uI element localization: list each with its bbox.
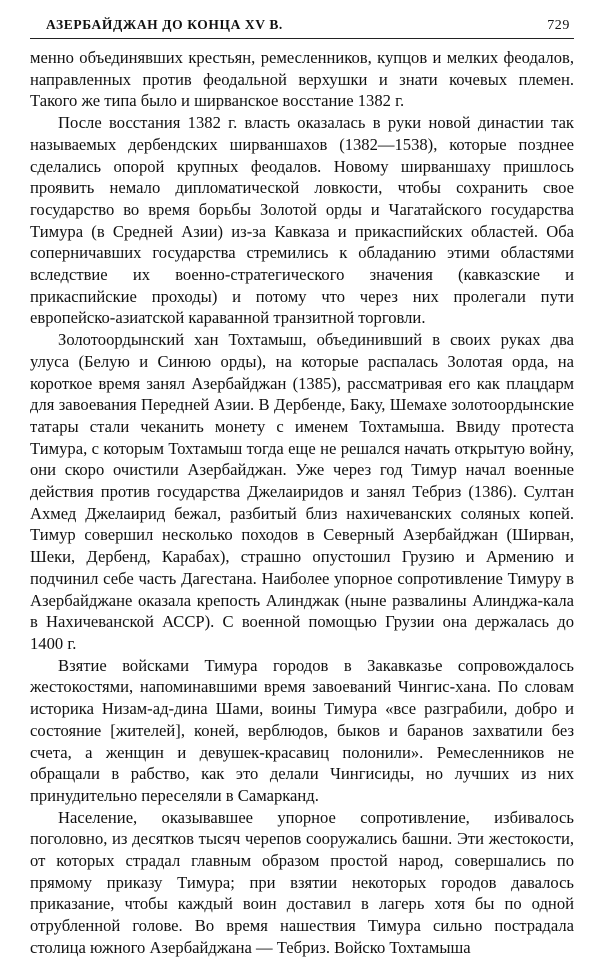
header-rule: [30, 38, 574, 39]
page-number: 729: [547, 18, 570, 33]
running-title: АЗЕРБАЙДЖАН ДО КОНЦА XV В.: [46, 17, 283, 32]
body-text: [30, 47, 574, 959]
paragraph: менно объединявших крестьян, ремесленников, купцов и мелких феодалов, направленных против феодальной верхушки и знати кочевых племен. Такого же типа было и ширванское восстание 1382 г.: [30, 48, 574, 111]
paragraph: Взятие войсками Тимура городов в Закавказье сопровождалось жестокостями, напоминавшими время завоеваний Чингис-хана. По словам историка Низам-ад-дина Шами, воины Тимура «все разграбили, добро и состояние [жителей], коней, верблюдов, быков и баранов захватили без счета, а женщин и девушек-красавиц полонили». Ремесленников не обращали в рабство, как это делали Чингисиды, но лучших из них принудительно переселяли в Самарканд.: [30, 655, 574, 805]
paragraph: Золотоордынский хан Тохтамыш, объединивший в своих руках два улуса (Белую и Синюю орды), на которые распалась Золотая орда, на короткое время занял Азербайджан (1385), рассматривая его как плацдарм для завоевания Передней Азии. В Дербенде, Баку, Шемахе золотоордынские татары стали чеканить монету с именем Тохтамыша. Ввиду протеста Тимура, с которым Тохтамыш тогда еще не решался начать открытую войну, они скоро очистили Азербайджан. Уже через год Тимур начал военные действия против государства Джелаиридов и занял Тебриз (1386). Султан Ахмед Джелаирид бежал, разбитый близ нахичеванских соляных копей. Тимур совершил несколько походов в Северный Азербайджан (Ширван, Шеки, Дербенд, Карабах), страшно опустошил Грузию и Армению и подчинил себе часть Дагестана. Наиболее упорное сопротивление Тимуру в Азербайджане оказала крепость Алинджак (ныне развалины Алинджа-кала в Нахичеванской АССР). С военной помощью Грузии она держалась до 1400 г.: [30, 330, 574, 653]
paragraph: После восстания 1382 г. власть оказалась в руки новой династии так называемых дербендских ширваншахов (1382—1538), которые позднее сделались опорой крупных феодалов. Новому ширваншаху пришлось проявить немало дипломатической ловкости, чтобы сохранить свое государство во время борьбы Золотой орды и Чагатайского государства Тимура (в Средней Азии) из-за Кавказа и прикаспийских областей. Оба соперничавших государства стремились к обладанию этими областями вследствие их военно-стратегического значения (кавказские и прикаспийские проходы) и потому что через них пролегали пути европейско-азиатской караванной транзитной торговли.: [30, 113, 574, 328]
running-header: [30, 14, 574, 37]
paragraph: Население, оказывавшее упорное сопротивление, избивалось поголовно, из десятков тысяч черепов сооружались башни. Эти жестокости, от которых страдал главным образом простой народ, совершались по прямому приказу Тимура; при взятии некоторых городов давалось приказание, чтобы каждый воин доставил в лагерь хотя бы по одной отрубленной голове. Во время нашествия Тимура сильно пострадала столица южного Азербайджана — Тебриз. Войско Тохтамыша: [30, 807, 574, 957]
